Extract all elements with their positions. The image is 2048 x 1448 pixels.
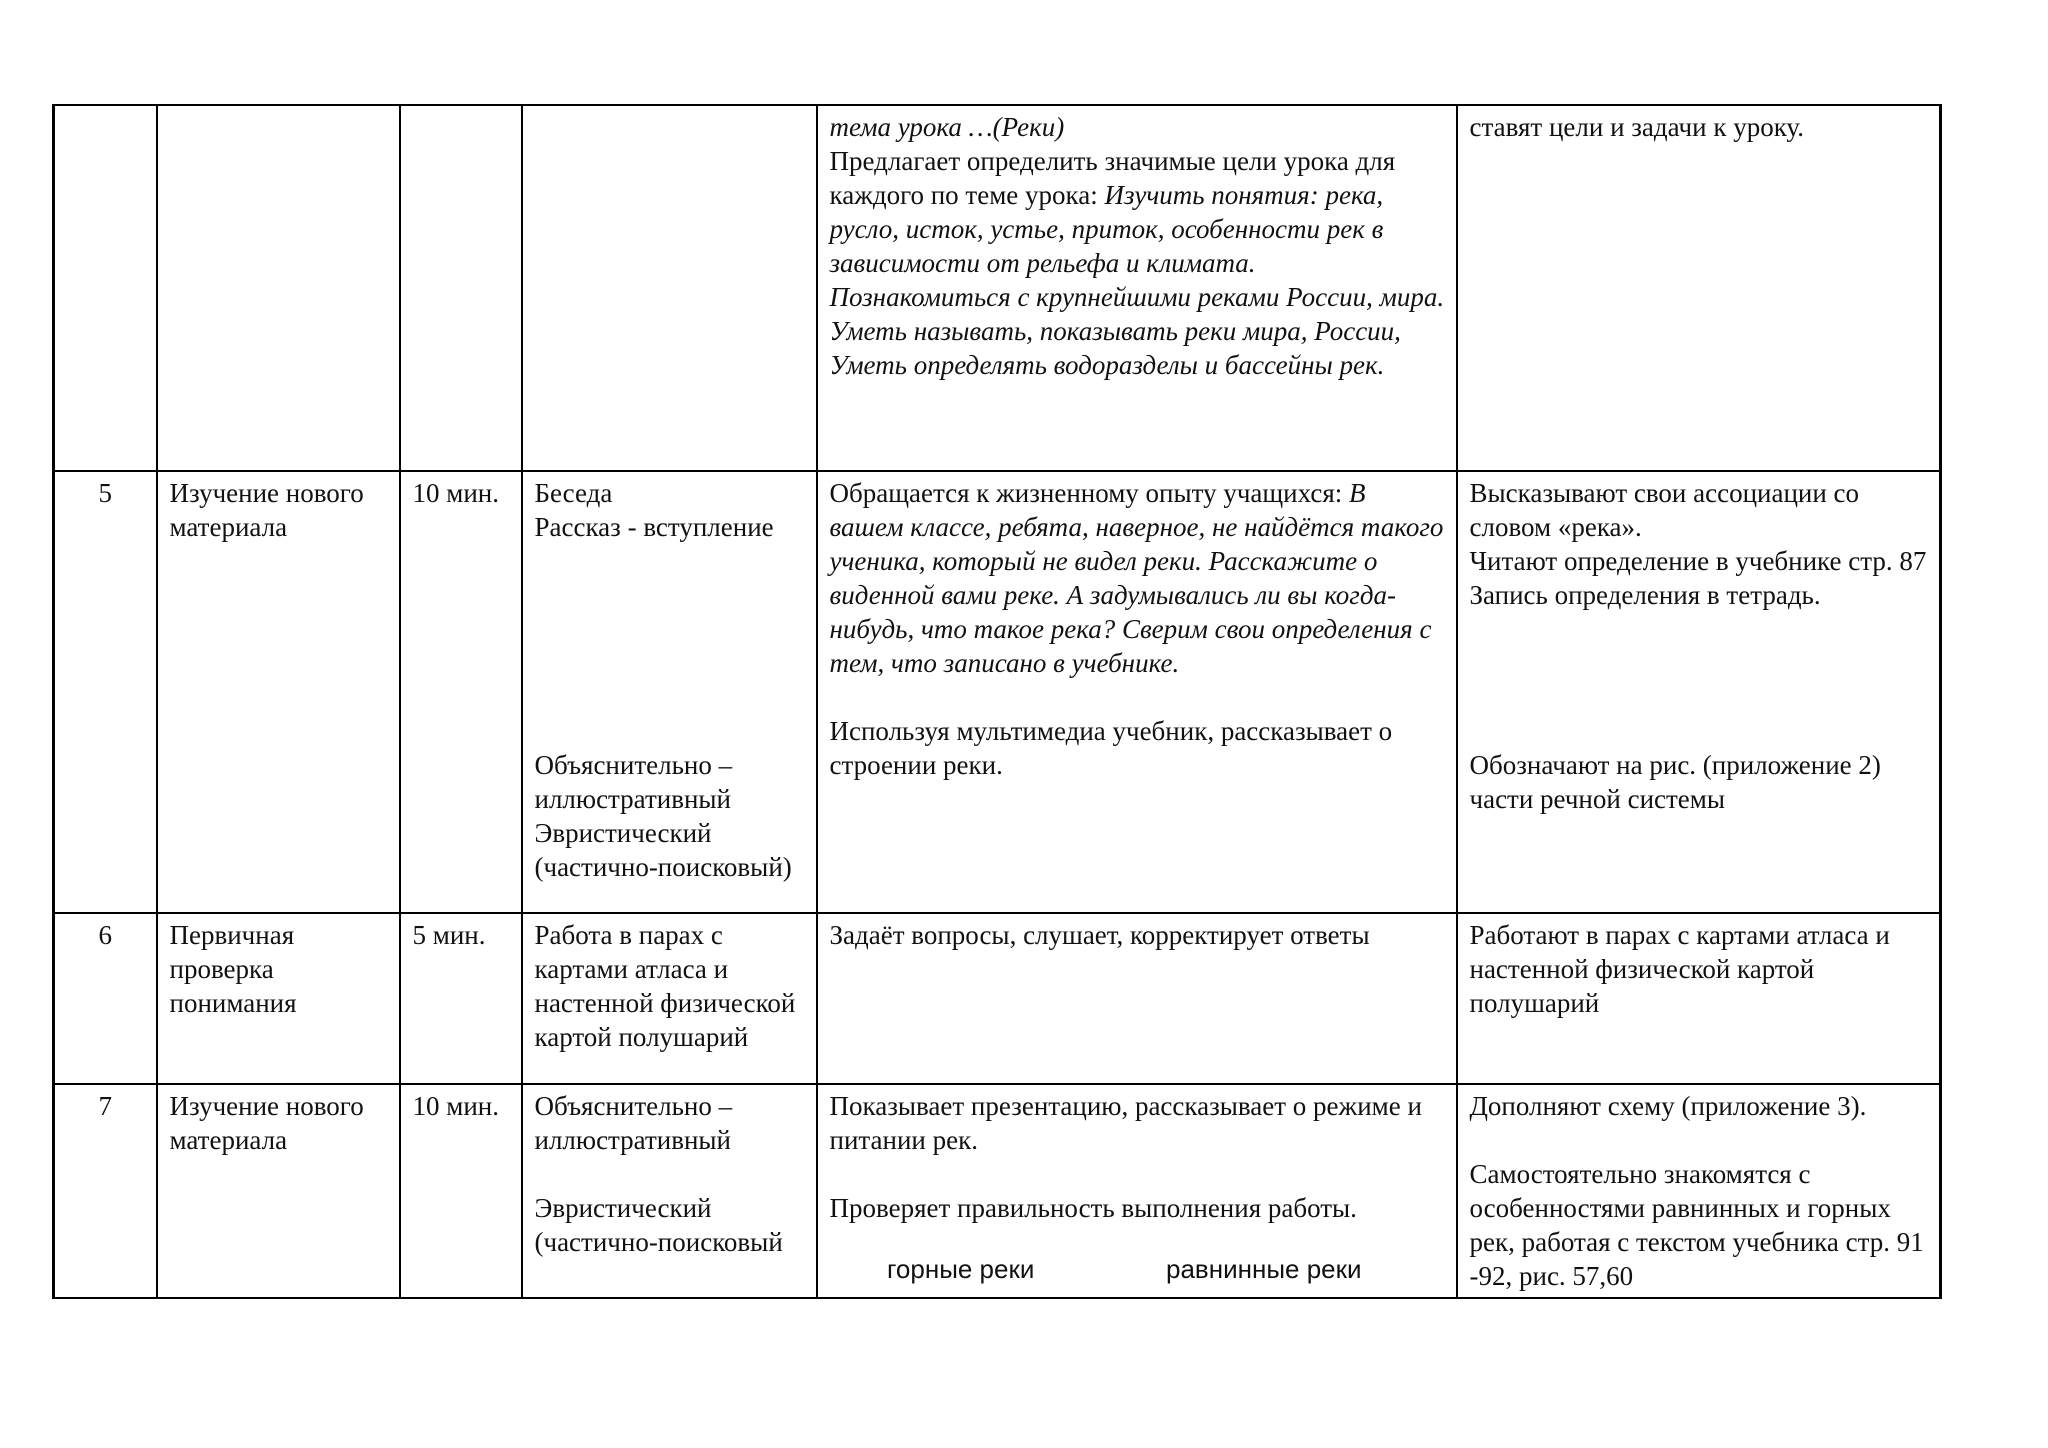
cell-time xyxy=(400,105,522,471)
italic-text: В вашем классе, ребята, наверное, не найдётся такого ученика, который не видел реки. Расскажите о виденной вами реке. А задумывались ли вы когда-нибудь, что такое река? Сверим свои определения с тем, что записано в учебнике. xyxy=(829,478,1444,678)
cell-stage xyxy=(157,913,400,1084)
spacer xyxy=(830,680,1446,714)
italic-text: Уметь определять водоразделы и бассейны рек. xyxy=(829,350,1385,380)
cell-method xyxy=(522,471,817,913)
stage-text: Изучение нового материала xyxy=(169,478,364,542)
cell-number xyxy=(54,105,157,471)
text: Проверяет правильность выполнения работы. xyxy=(829,1193,1357,1223)
teacher-paragraph xyxy=(830,110,1446,144)
student-line: Дополняют схему (приложение 3). xyxy=(1469,1091,1867,1121)
scheme-line-gap-middle xyxy=(1083,1299,1118,1305)
text: Задаёт вопросы, слушает, корректирует ответы xyxy=(829,920,1370,950)
table-row xyxy=(54,105,1941,471)
method-line: Беседа xyxy=(534,478,613,508)
teacher-paragraph xyxy=(830,1089,1446,1157)
spacer xyxy=(535,612,806,646)
student-line: ставят цели и задачи к уроку. xyxy=(1469,112,1804,142)
lesson-plan-sheet xyxy=(52,104,1939,1299)
stage-text: Изучение нового материала xyxy=(169,1091,364,1155)
method-line: Объяснительно – иллюстративный xyxy=(534,750,733,814)
cell-teacher-activity xyxy=(817,471,1457,913)
cell-teacher-activity xyxy=(817,913,1457,1084)
teacher-paragraph xyxy=(830,280,1446,314)
cell-method xyxy=(522,913,817,1084)
river-scheme-labels xyxy=(0,1254,2048,1294)
scheme-line-gap-right xyxy=(1381,1299,1416,1305)
row-number: 7 xyxy=(98,1091,112,1121)
cell-stage xyxy=(157,471,400,913)
spacer xyxy=(535,714,806,748)
italic-text: тема урока …(Реки) xyxy=(829,112,1065,142)
text: Используя мультимедиа учебник, рассказывает о строении реки. xyxy=(829,716,1393,780)
text: Обращается к жизненному опыту учащихся: xyxy=(829,478,1350,508)
spacer xyxy=(535,578,806,612)
student-line: Самостоятельно знакомятся с особенностями равнинных и горных рек, работая с текстом учебника стр. 91 -92, рис. 57,60 xyxy=(1469,1159,1924,1291)
text: Предлагает определить значимые цели урока для каждого по теме урока: xyxy=(829,146,1396,210)
cell-number xyxy=(54,471,157,913)
row-number: 6 xyxy=(98,920,112,950)
teacher-paragraph xyxy=(830,476,1446,680)
teacher-paragraph xyxy=(830,314,1446,348)
scheme-line-gap-left xyxy=(818,1299,845,1305)
spacer xyxy=(535,544,806,578)
cell-student-activity xyxy=(1457,105,1941,471)
italic-text: Уметь называть, показывать реки мира, России, xyxy=(829,316,1401,346)
teacher-paragraph xyxy=(830,714,1446,782)
cell-student-activity xyxy=(1457,471,1941,913)
row-number: 5 xyxy=(98,478,112,508)
spacer xyxy=(1470,612,1930,646)
student-line: Запись определения в тетрадь. xyxy=(1469,580,1821,610)
cell-number xyxy=(54,913,157,1084)
spacer xyxy=(1470,680,1930,714)
student-line: Обозначают на рис. (приложение 2) части речной системы xyxy=(1469,750,1881,814)
student-line: Работают в парах с картами атласа и настенной физической картой полушарий xyxy=(1469,920,1890,1018)
method-line: Эвристический (частично-поисковый xyxy=(534,1193,783,1257)
cell-time xyxy=(400,471,522,913)
italic-text: Познакомиться с крупнейшими реками России, мира. xyxy=(829,282,1445,312)
spacer xyxy=(535,680,806,714)
teacher-paragraph xyxy=(830,348,1446,382)
time-text: 10 мин. xyxy=(412,1091,499,1121)
text: Показывает презентацию, рассказывает о режиме и питании рек. xyxy=(829,1091,1422,1155)
time-text: 5 мин. xyxy=(412,920,486,950)
method-line: Эвристический (частично-поисковый) xyxy=(534,818,792,882)
cell-stage xyxy=(157,105,400,471)
teacher-paragraph xyxy=(830,144,1446,280)
spacer xyxy=(1470,646,1930,680)
time-text: 10 мин. xyxy=(412,478,499,508)
lesson-plan-table xyxy=(52,104,1942,1299)
spacer xyxy=(535,1157,806,1191)
table-row xyxy=(54,471,1941,913)
stage-text: Первичная проверка понимания xyxy=(169,920,297,1018)
spacer xyxy=(830,1157,1446,1191)
mountain-rivers-label: горные реки xyxy=(887,1254,1035,1284)
table-row xyxy=(54,913,1941,1084)
method-line: Рассказ - вступление xyxy=(534,512,774,542)
method-line: Работа в парах с картами атласа и настенной физической картой полушарий xyxy=(534,920,796,1052)
cell-teacher-activity xyxy=(817,105,1457,471)
student-line: Читают определение в учебнике стр. 87 xyxy=(1469,546,1927,576)
spacer xyxy=(1470,714,1930,748)
student-line: Высказывают свои ассоциации со словом «река». xyxy=(1469,478,1860,542)
spacer xyxy=(535,646,806,680)
spacer xyxy=(1470,1123,1930,1157)
method-line: Объяснительно – иллюстративный xyxy=(534,1091,733,1155)
teacher-paragraph xyxy=(830,1191,1446,1225)
cell-time xyxy=(400,913,522,1084)
italic-text: Изучить понятия: река, русло, исток, устье, приток, особенности рек в зависимости от рельефа и климата. xyxy=(829,180,1384,278)
plain-rivers-label: равнинные реки xyxy=(1166,1254,1362,1284)
cell-method xyxy=(522,105,817,471)
teacher-paragraph xyxy=(830,918,1446,952)
cell-student-activity xyxy=(1457,913,1941,1084)
